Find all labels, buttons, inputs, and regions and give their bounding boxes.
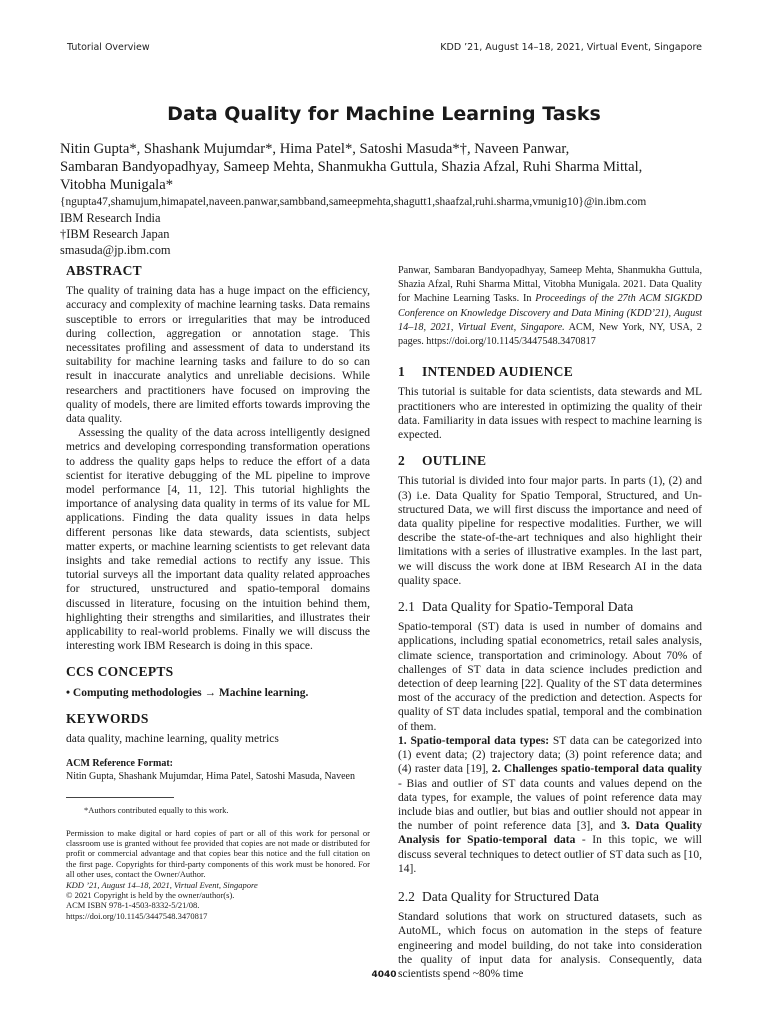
affiliation: †IBM Research Japan xyxy=(60,227,170,241)
keywords-heading: KEYWORDS xyxy=(66,710,149,726)
ccs-heading: CCS CONCEPTS xyxy=(66,664,174,680)
abstract-paragraph: The quality of training data has a huge impact on the efficiency, accuracy and complexity of machine learning tasks. Data remains susceptible to errors or irregularities that may be introduced during collection, aggregation or annotation stage. This necessitates profiling and assessment of data to understand its suitability for machine learning tasks and failure to do so can result in inaccurate analytics and unreliable decisions. While researchers and practitioners have focused on improving the quality of models, there are limited efforts towards improving the data quality. xyxy=(66,285,370,426)
bold-run: 2. Challenges spatio-temporal data quality xyxy=(491,763,703,776)
keywords-text: data quality, machine learning, quality metrics xyxy=(66,733,279,746)
subsection-heading-2-1 xyxy=(398,600,702,614)
section-text: Standard solutions that work on structured datasets, such as AutoML, which focus on automation in the steps of feature engineering and model building, do not take into consideration the quality of input data for analysis. Consequently, data scientists spend ~80% time xyxy=(398,911,702,980)
author-line: Vitobha Munigala* xyxy=(60,177,174,193)
ref-text: ACM, New York, NY, USA, 2 pages. https://doi.org/10.1145/3447548.3470817 xyxy=(398,321,702,348)
section-heading-2 xyxy=(398,454,702,468)
running-header-right: KDD ’21, August 14–18, 2021, Virtual Event, Singapore xyxy=(440,42,702,53)
section-text: Spatio-temporal (ST) data is used in number of domains and applications, including spatial econometrics, retail sales analysis, climate science, transportation and criminology. About 70% of challenges of ST data in data science includes prediction and detection of deep learning [22]. Quality of the ST data determines most of the accuracy of the prediction and detection. Aspects for quality of ST data includes spatial, temporal and the combination of them. xyxy=(398,621,702,733)
permission-isbn: ACM ISBN 978-1-4503-8332-5/21/08. xyxy=(66,900,200,911)
section-number: 2 xyxy=(398,453,406,469)
ccs-text xyxy=(66,686,370,700)
section-title: INTENDED AUDIENCE xyxy=(422,364,574,380)
footnote xyxy=(66,797,229,817)
section-heading-1 xyxy=(398,365,702,379)
section-text xyxy=(398,734,702,876)
acm-ref-continued xyxy=(398,264,702,349)
permission-venue: KDD ’21, August 14–18, 2021, Virtual Event, Singapore xyxy=(66,879,258,890)
author-email: smasuda@jp.ibm.com xyxy=(60,243,171,257)
paper-title: Data Quality for Machine Learning Tasks xyxy=(167,103,601,125)
footnote-text: *Authors contributed equally to this work. xyxy=(84,805,229,816)
section-title: Data Quality for Spatio-Temporal Data xyxy=(422,599,634,615)
acm-ref-heading: ACM Reference Format: xyxy=(66,758,173,770)
ref-venue: Proceedings of the 27th ACM SIGKDD Conference on Knowledge Discovery and Data Mining (KDD’21), August 14–18, 2021, Virtual Event, Singapore. xyxy=(398,293,702,333)
subsection-heading-2-2 xyxy=(398,890,702,904)
right-column xyxy=(398,264,702,981)
text-run: - In this topic, we will discuss several techniques to detect outlier of ST data such as [10, 14]. xyxy=(398,834,702,875)
permission-block xyxy=(66,828,370,922)
abstract-paragraph: Assessing the quality of the data across intelligently designed metrics and developing corresponding transformation operations to address the quality gaps helps to reduce the effort of a data scientist for iterative debugging of the ML pipeline to improve model performance [4, 11, 12]. This tutorial highlights the importance of analysing data quality in terms of its value for ML applications. Finding the data quality issues in data helps different personas like data stewards, data scientists, subject matter experts, or machine learning scientists to get relevant data insights and take remedial actions to rectify any issue. This tutorial surveys all the important data quality related approaches for structured, unstructured and spatio-temporal domains discussed in literature, focusing on the intuition behind them, highlighting their strengths and similarities, and illustrates their applicability to real-world problems. Finally we will discuss the interesting work IBM Research is doing in this space. xyxy=(66,427,370,653)
text-run: ST data can be categorized into (1) event data; (2) trajectory data; (3) point reference data; and (4) raster data [19], xyxy=(398,734,703,776)
affiliation: IBM Research India xyxy=(60,211,161,225)
permission-doi: https://doi.org/10.1145/3447548.3470817 xyxy=(66,910,208,921)
permission-text: Permission to make digital or hard copies of part or all of this work for personal or classroom use is granted without fee provided that copies are not made or distributed for profit or commercial advantage and that copies bear this notice and the full citation on the first page. Copyrights for third-party components of this work must be honored. For all other uses, contact the Owner/Author. xyxy=(66,827,370,880)
abstract-heading: ABSTRACT xyxy=(66,263,142,278)
bold-run: 3. Data Quality Analysis for Spatio-temporal data xyxy=(398,820,703,847)
ref-text: Panwar, Sambaran Bandyopadhyay, Sameep Mehta, Shanmukha Guttula, Shazia Afzal, Ruhi Sharma Mittal, Vitobha Munigala. 2021. Data Quality for Machine Learning Tasks. In xyxy=(398,265,702,305)
ccs-concept: • Computing methodologies → Machine learning. xyxy=(66,686,309,699)
section-number: 2.2 xyxy=(398,888,415,904)
section-number: 2.1 xyxy=(398,599,415,615)
acm-ref-text: Nitin Gupta, Shashank Mujumdar, Hima Patel, Satoshi Masuda, Naveen xyxy=(66,770,355,782)
section-title: Data Quality for Structured Data xyxy=(422,888,599,904)
author-line: Sambaran Bandyopadhyay, Sameep Mehta, Shanmukha Guttula, Shazia Afzal, Ruhi Sharma Mittal, xyxy=(60,159,643,175)
text-run: - Bias and outlier of ST data counts and values depend on the data types, for example, the values of point reference data may include bias and outlier, but bias and outlier should not appear in the number of point reference data [3], and xyxy=(398,777,702,833)
section-number: 1 xyxy=(398,364,406,380)
bold-run: 1. Spatio-temporal data types: xyxy=(398,734,550,747)
running-header-left: Tutorial Overview xyxy=(67,42,150,53)
section-title: OUTLINE xyxy=(422,453,487,469)
author-block xyxy=(60,140,708,258)
page-number: 4040 xyxy=(371,970,397,980)
section-text: This tutorial is divided into four major parts. In parts (1), (2) and (3) i.e. Data Quality for Spatio Temporal, Structured, and Un-structured Data, we will first discuss the importance and need of data quality pipeline for respective modalities. Further, we will describe the state-of-the-art techniques and also highlight their limitations with a series of illustrative examples. In the last part, we will discuss the work done at IBM Research AI in the data quality space. xyxy=(398,475,702,587)
author-line: Nitin Gupta*, Shashank Mujumdar*, Hima Patel*, Satoshi Masuda*†, Naveen Panwar, xyxy=(60,141,570,157)
permission-copyright: © 2021 Copyright is held by the owner/author(s). xyxy=(66,889,235,900)
section-text: This tutorial is suitable for data scientists, data stewards and ML practitioners who are interested in optimizing the quality of their data. Familiarity in data issues with respect to machine learning is expected. xyxy=(398,386,702,442)
author-emails: {ngupta47,shamujum,himapatel,naveen.panwar,sambband,sameepmehta,shagutt1,shaafzal,ruhi.sharma,vmunig10}@in.ibm.com xyxy=(60,196,647,208)
left-column xyxy=(66,264,370,921)
